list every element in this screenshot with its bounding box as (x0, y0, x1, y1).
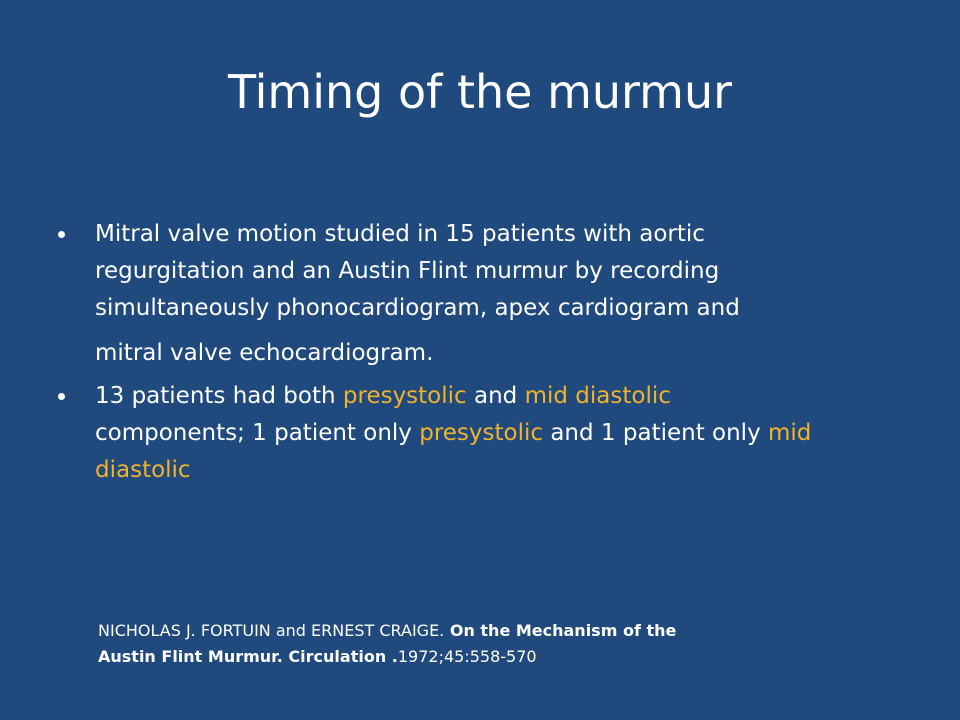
bullet-item-2 (58, 378, 918, 489)
bullet-item-1 (58, 216, 918, 372)
bullet-2-line-1 (95, 378, 918, 415)
citation-ref: 1972;45:558-570 (397, 647, 537, 666)
highlight-mid-diastolic: mid diastolic (524, 383, 671, 409)
bullet-2-text: 13 patients had both (95, 383, 343, 409)
highlight-diastolic: diastolic (95, 457, 191, 483)
highlight-mid: mid (768, 420, 812, 446)
bullet-list (58, 216, 918, 495)
bullet-1-line-1: Mitral valve motion studied in 15 patients with aortic (95, 221, 705, 247)
bullet-2-text: and 1 patient only (543, 420, 768, 446)
bullet-2-line-2 (95, 415, 918, 452)
bullet-dot-icon (58, 231, 65, 238)
bullet-1-line-2: regurgitation and an Austin Flint murmur by recording (95, 258, 720, 284)
bullet-1-line-3: simultaneously phonocardiogram, apex cardiogram and (95, 295, 740, 321)
citation-title-1: On the Mechanism of the (444, 621, 677, 640)
highlight-presystolic: presystolic (419, 420, 544, 446)
bullet-1-line-4: mitral valve echocardiogram. (95, 340, 434, 366)
citation (98, 618, 878, 670)
bullet-2-line-3 (95, 452, 918, 489)
citation-line-1 (98, 618, 878, 644)
bullet-2-text: components; 1 patient only (95, 420, 420, 446)
citation-authors: NICHOLAS J. FORTUIN and ERNEST CRAIGE. (98, 621, 445, 640)
bullet-2-text: and (466, 383, 525, 409)
bullet-dot-icon (58, 393, 65, 400)
slide-title: Timing of the murmur (227, 65, 733, 119)
highlight-presystolic: presystolic (342, 383, 467, 409)
citation-title-2: Austin Flint Murmur. Circulation . (98, 647, 398, 666)
citation-line-2 (98, 644, 878, 670)
